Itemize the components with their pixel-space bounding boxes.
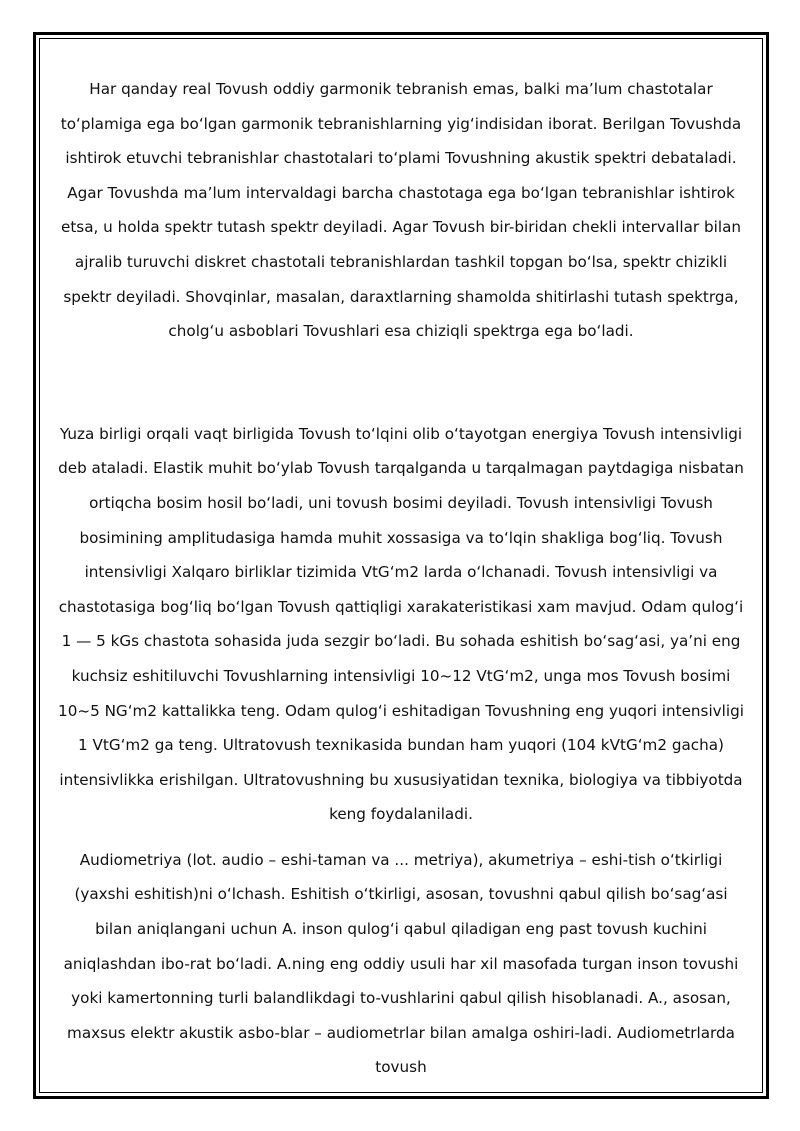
paragraph-sound-intensity: Yuza birligi orqali vaqt birligida Tovush toʻlqini olib oʻtayotgan energiya Tovush intensivligi deb ataladi. Elastik muhit boʻylab Tovush tarqalganda u tarqalmagan paytdagiga nisbatan ortiqcha bosim hosil boʻladi, uni tovush bosimi deyiladi. Tovush intensivligi Tovush bosimining amplitudasiga hamda muhit xossasiga va toʻlqin shakliga bogʻliq. Tovush intensivligi Xalqaro birliklar tizimida VtGʻm2 larda oʻlchanadi. Tovush intensivligi va chastotasiga bogʻliq boʻlgan Tovush qattiqligi xarakateristikasi xam mavjud. Odam qulogʻi 1 — 5 kGs chastota sohasida juda sezgir boʻladi. Bu sohada eshitish boʻsagʻasi, yaʼni eng kuchsiz eshitiluvchi Tovushlarning intensivligi 10~12 VtGʻm2, unga mos Tovush bosimi 10~5 NGʻm2 kattalikka teng. Odam qulogʻi eshitadigan Tovushning eng yuqori intensivligi 1 VtGʻm2 ga teng. Ultratovush texnikasida bundan ham yuqori (104 kVtGʻm2 gacha) intensivlikka erishilgan. Ultratovushning bu xususiyatidan texnika, biologiya va tibbiyotda keng foydalaniladi. bbox=[58, 424, 744, 824]
paragraph-acoustic-spectrum: Har qanday real Tovush oddiy garmonik tebranish emas, balki maʼlum chastotalar toʻplamiga ega boʻlgan garmonik tebranishlarning yigʻindisidan iborat. Berilgan Tovushda ishtirok etuvchi tebranishlar chastotalari toʻplami Tovushning akustik spektri debataladi. Agar Tovushda maʼlum intervaldagi barcha chastotaga ega boʻlgan tebranishlar ishtirok etsa, u holda spektr tutash spektr deyiladi. Agar Tovush bir-biridan chekli intervallar bilan ajralib turuvchi diskret chastotali tebranishlardan tashkil topgan boʻlsa, spektr chizikli spektr deyiladi. Shovqinlar, masalan, daraxtlarning shamolda shitirlashi tutash spektrga, cholgʻu asboblari Tovushlari esa chiziqli spektrga ega boʻladi. bbox=[60, 80, 742, 341]
document-body bbox=[58, 72, 744, 1085]
paragraph-audiometry: Audiometriya (lot. audio – eshi-taman va ... metriya), akumetriya – eshi-tish oʻtkirligi (yaxshi eshitish)ni oʻlchash. Eshitish oʻtkirligi, asosan, tovushni qabul qilish boʻsagʻasi bilan aniqlangani uchun A. inson qulogʻi qabul qiladigan eng past tovush kuchini aniqlashdan ibo-rat boʻladi. A.ning eng oddiy usuli har xil masofada turgan inson tovushi yoki kamertonning turli balandlikdagi to-vushlarini qabul qilish hisoblanadi. A., asosan, maxsus elektr akustik asbo-blar – audiometrlar bilan amalga oshiri-ladi. Audiometrlarda tovush bbox=[63, 850, 739, 1077]
